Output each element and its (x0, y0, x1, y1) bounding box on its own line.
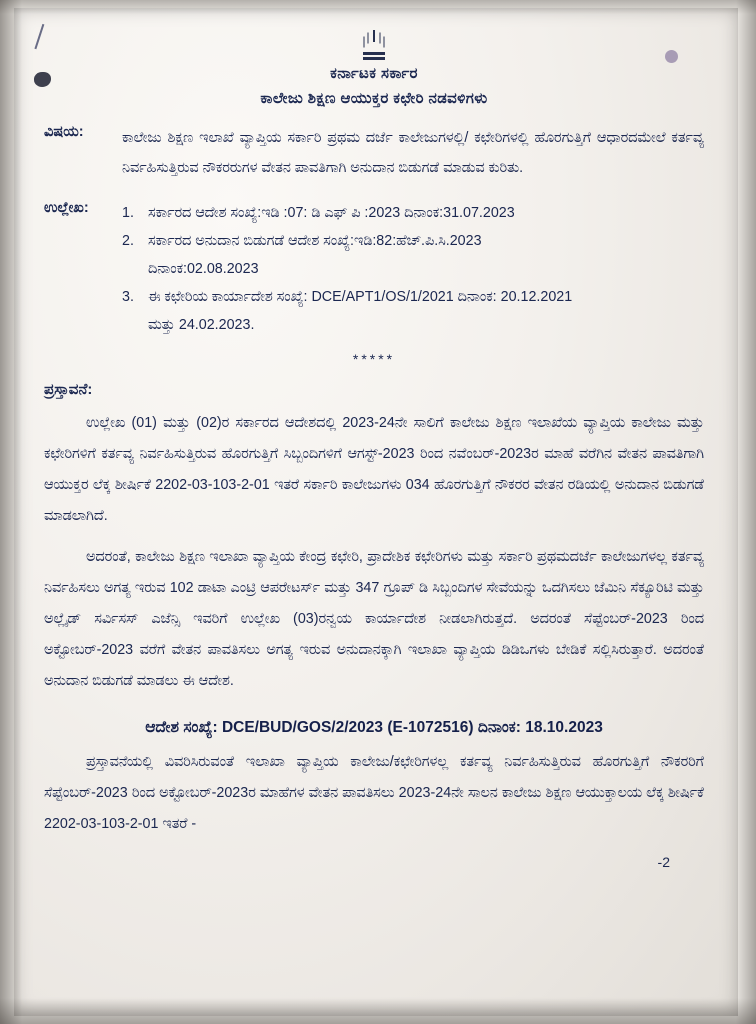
reference-text: ಸರ್ಕಾರದ ಅನುದಾನ ಬಿಡುಗಡೆ ಆದೇಶ ಸಂಖ್ಯೆ:ಇಡಿ:82:ಹೆಚ್.ಪಿ.ಸಿ.2023 (148, 233, 482, 249)
order-paragraph-1: ಪ್ರಸ್ತಾವನೆಯಲ್ಲಿ ವಿವರಿಸಿರುವಂತೆ ಇಲಾಖಾ ವ್ಯಾಪ್ತಿಯ ಕಾಲೇಜು/ಕಛೇರಿಗಳಲ್ಲ ಕರ್ತವ್ಯ ನಿರ್ವಹಿಸುತ್ತಿರುವ ಹೊರಗುತ್ತಿಗೆ ನೌಕರರಿಗೆ ಸೆಪ್ಟೆಂಬರ್-2023 ರಿಂದ ಅಕ್ಟೋಬರ್-2023ರ ಮಾಹೆಗಳ ವೇತನ ಪಾವತಿಸಲು 2023-24ನೇ ಸಾಲನ ಕಾಲೇಜು ಶಿಕ್ಷಣ ಆಯುಕ್ತಾಲಯ ಲೆಕ್ಕ ಶೀರ್ಷಿಕೆ 2202-03-103-2-01 ಇತರೆ - (44, 754, 704, 832)
scan-shadow-right (736, 0, 756, 1024)
order-date-label: ದಿನಾಂಕ: (477, 719, 521, 736)
order-date-value: 18.10.2023 (525, 719, 603, 736)
list-item (122, 199, 704, 227)
order-number-label: ಆದೇಶ ಸಂಖ್ಯೆ: (145, 719, 218, 736)
subject-text: ಕಾಲೇಜು ಶಿಕ್ಷಣ ಇಲಾಖೆ ವ್ಯಾಪ್ತಿಯ ಸರ್ಕಾರಿ ಪ್ರಥಮ ದರ್ಜೆ ಕಾಲೇಜುಗಳಲ್ಲಿ/ ಕಛೇರಿಗಳಲ್ಲಿ ಹೊರಗುತ್ತಿಗೆ ಆಧಾರದಮೇಲೆ ಕರ್ತವ್ಯ ನಿರ್ವಹಿಸುತ್ತಿರುವ ನೌಕರರುಗಳ ವೇತನ ಪಾವತಿಗಾಗಿ ಅನುದಾನ ಬಿಡುಗಡೆ ಮಾಡುವ ಕುರಿತು. (122, 130, 704, 176)
order-number-line (44, 719, 704, 737)
reference-number: 2. (122, 233, 134, 249)
reference-number: 1. (122, 205, 134, 221)
reference-text: ಈ ಕಛೇರಿಯ ಕಾರ್ಯಾದೇಶ ಸಂಖ್ಯೆ: DCE/APT1/OS/1/2021 ದಿನಾಂಕ: 20.12.2021 (148, 289, 573, 305)
list-item (122, 283, 704, 311)
subject-label: ವಿಷಯ: (44, 124, 84, 140)
emblem-container (44, 28, 704, 63)
section-divider: ***** (352, 351, 396, 367)
government-name: ಕರ್ನಾಟಕ ಸರ್ಕಾರ (330, 65, 418, 82)
scan-shadow-top (0, 0, 756, 14)
preamble-paragraph-1: ಉಲ್ಲೇಖ (01) ಮತ್ತು (02)ರ ಸರ್ಕಾರದ ಆದೇಶದಲ್ಲಿ 2023-24ನೇ ಸಾಲಿಗೆ ಕಾಲೇಜು ಶಿಕ್ಷಣ ಇಲಾಖೆಯ ವ್ಯಾಪ್ತಿಯ ಕಾಲೇಜು ಮತ್ತು ಕಛೇರಿಗಳಿಗೆ ಕರ್ತವ್ಯ ನಿರ್ವಹಿಸುತ್ತಿರುವ ಹೊರಗುತ್ತಿಗೆ ಸಿಬ್ಬಂದಿಗಳಿಗೆ ಆಗಸ್ಟ್-2023 ರಿಂದ ನವೆಂಬರ್-2023ರ ಮಾಹೆ ವರೆಗಿನ ವೇತನ ಪಾವತಿಗಾಗಿ ಆಯುಕ್ತರ ಲೆಕ್ಕ ಶೀರ್ಷಿಕೆ 2202-03-103-2-01 ಇತರೆ ಸರ್ಕಾರಿ ಕಾಲೇಜುಗಳು 034 ಹೊರಗುತ್ತಿಗೆ ನೌಕರರ ವೇತನ ರಡಿಯಲ್ಲಿ ಅನುದಾನ ಬಿಡುಗಡೆ ಮಾಡಲಾಗಿದೆ. (44, 415, 704, 524)
document-content (44, 28, 704, 870)
preamble-paragraph-2: ಅದರಂತೆ, ಕಾಲೇಜು ಶಿಕ್ಷಣ ಇಲಾಖಾ ವ್ಯಾಪ್ತಿಯ ಕೇಂದ್ರ ಕಛೇರಿ, ಪ್ರಾದೇಶಿಕ ಕಛೇರಿಗಳು ಮತ್ತು ಸರ್ಕಾರಿ ಪ್ರಥಮದರ್ಜೆ ಕಾಲೇಜುಗಳಲ್ಲ ಕರ್ತವ್ಯ ನಿರ್ವಹಿಸಲು ಅಗತ್ಯ ಇರುವ 102 ಡಾಟಾ ಎಂಟ್ರಿ ಆಪರೇಟರ್ಸ್ ಮತ್ತು 347 ಗ್ರೂಪ್ ಡಿ ಸಿಬ್ಬಂದಿಗಳ ಸೇವೆಯನ್ನು ಒದಗಿಸಲು ಜೆಮಿನಿ ಸೆಕ್ಯೂರಿಟಿ ಮತ್ತು ಅಲ್ಲೈಡ್ ಸರ್ವಿಸಸ್ ಎಜೆನ್ಸಿ ಇವರಿಗೆ ಉಲ್ಲೇಖ (03)ರನ್ವಯ ಕಾರ್ಯಾದೇಶ ನೀಡಲಾಗಿರುತ್ತದೆ. ಅದರಂತೆ ಸೆಪ್ಟೆಂಬರ್-2023 ರಿಂದ ಅಕ್ಟೋಬರ್-2023 ವರೆಗೆ ವೇತನ ಪಾವತಿಸಲು ಅಗತ್ಯ ಇರುವ ಅನುದಾನಕ್ಕಾಗಿ ಇಲಾಖಾ ವ್ಯಾಪ್ತಿಯ ಡಿಡಿಒಗಳು ಬೇಡಿಕೆ ಸಲ್ಲಿಸಿರುತ್ತಾರೆ. ಅದರಂತೆ ಅನುದಾನ ಬಿಡುಗಡೆ ಮಾಡಲು ಈ ಆದೇಶ. (44, 549, 704, 689)
reference-text: ಸರ್ಕಾರದ ಆದೇಶ ಸಂಖ್ಯೆ:ಇಡಿ :07: ಡಿ ಎಫ್ ಪಿ :2023 ದಿನಾಂಕ:31.07.2023 (148, 205, 515, 221)
order-number-value: DCE/BUD/GOS/2/2023 (E-1072516) (221, 719, 474, 736)
subject-row (44, 123, 704, 183)
scan-shadow-bottom (0, 998, 756, 1024)
office-name: ಕಾಲೇಜು ಶಿಕ್ಷಣ ಆಯುಕ್ತರ ಕಛೇರಿ ನಡವಳಿಗಳು (260, 90, 488, 107)
reference-subtext: ದಿನಾಂಕ:02.08.2023 (148, 261, 259, 277)
karnataka-state-emblem-icon (359, 28, 389, 58)
preamble-heading: ಪ್ರಸ್ತಾವನೆ: (44, 381, 93, 398)
reference-subtext: ಮತ್ತು 24.02.2023. (148, 317, 255, 333)
list-item (122, 227, 704, 255)
reference-row (44, 199, 704, 339)
page-number: -2 (657, 854, 670, 870)
reference-list (122, 199, 704, 339)
scan-shadow-left (0, 0, 22, 1024)
reference-label: ಉಲ್ಲೇಖ: (44, 200, 89, 216)
reference-number: 3. (122, 289, 134, 305)
